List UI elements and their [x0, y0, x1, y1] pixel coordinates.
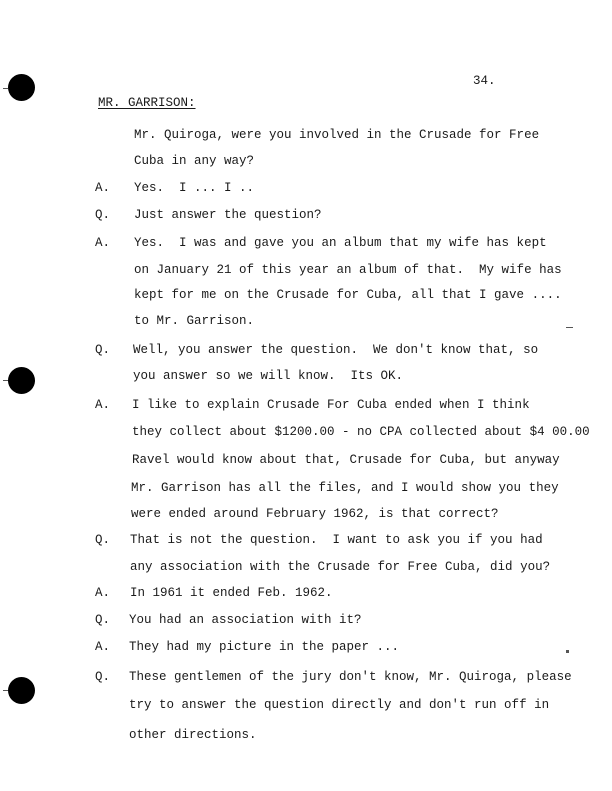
transcript-line: These gentlemen of the jury don't know, Mr. Quiroga, please	[129, 670, 572, 684]
scan-speck	[3, 690, 8, 691]
line-label: Q.	[95, 670, 111, 684]
transcript-line: to Mr. Garrison.	[134, 314, 255, 328]
line-label: Q.	[95, 613, 111, 627]
line-label: A.	[95, 398, 111, 412]
transcript-line: you answer so we will know. Its OK.	[133, 369, 404, 383]
punch-hole	[8, 677, 35, 704]
transcript-line: Ravel would know about that, Crusade for Cuba, but anyway	[132, 453, 560, 467]
line-label: Q.	[95, 533, 111, 547]
scan-speck	[566, 327, 573, 328]
transcript-line: Mr. Quiroga, were you involved in the Crusade for Free	[134, 128, 540, 142]
transcript-line: Well, you answer the question. We don't know that, so	[133, 343, 539, 357]
transcript-line: I like to explain Crusade For Cuba ended when I think	[132, 398, 530, 412]
line-label: A.	[95, 640, 111, 654]
page-number: 34.	[473, 74, 496, 88]
line-label: Q.	[95, 343, 111, 357]
transcript-line: They had my picture in the paper ...	[129, 640, 400, 654]
line-label: A.	[95, 586, 111, 600]
transcript-line: kept for me on the Crusade for Cuba, all that I gave ....	[134, 288, 562, 302]
punch-hole	[8, 367, 35, 394]
transcript-line: try to answer the question directly and don't run off in	[129, 698, 550, 712]
scan-speck	[3, 380, 8, 381]
line-label: A.	[95, 181, 111, 195]
transcript-line: Yes. I ... I ..	[134, 181, 255, 195]
transcript-line: In 1961 it ended Feb. 1962.	[130, 586, 333, 600]
transcript-line: any association with the Crusade for Free Cuba, did you?	[130, 560, 551, 574]
transcript-line: You had an association with it?	[129, 613, 362, 627]
transcript-line: on January 21 of this year an album of that. My wife has	[134, 263, 562, 277]
line-label: Q.	[95, 208, 111, 222]
transcript-line: Mr. Garrison has all the files, and I would show you they	[131, 481, 559, 495]
transcript-line: other directions.	[129, 728, 257, 742]
transcript-line: were ended around February 1962, is that correct?	[131, 507, 499, 521]
transcript-line: Cuba in any way?	[134, 154, 255, 168]
speaker-heading: MR. GARRISON:	[98, 96, 196, 110]
scan-speck	[566, 650, 569, 653]
transcript-line: That is not the question. I want to ask you if you had	[130, 533, 543, 547]
scan-speck	[3, 88, 8, 89]
punch-hole	[8, 74, 35, 101]
line-label: A.	[95, 236, 111, 250]
transcript-line: Yes. I was and gave you an album that my wife has kept	[134, 236, 547, 250]
transcript-line: they collect about $1200.00 - no CPA collected about $4 00.00	[132, 425, 590, 439]
transcript-line: Just answer the question?	[134, 208, 322, 222]
